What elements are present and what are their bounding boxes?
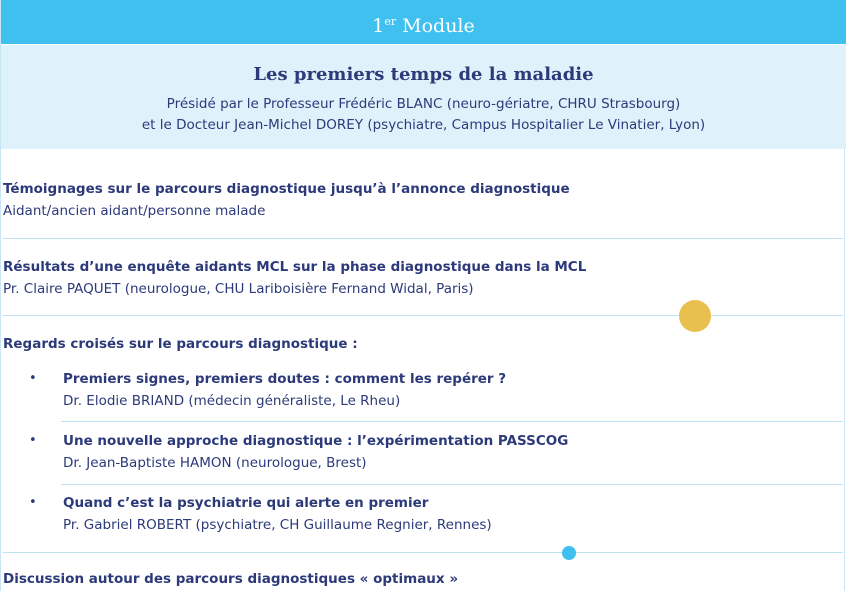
chair-line-2: et le Docteur Jean-Michel DOREY (psychiatre, Campus Hospitalier Le Vinatier, Lyon)	[141, 117, 706, 133]
bullet: •	[29, 433, 37, 448]
module-label: Module	[402, 15, 475, 37]
decorative-blue-dot	[562, 546, 576, 560]
program-item-speakers: Aidant/ancien aidant/personne malade	[3, 203, 266, 219]
session-title-band	[1, 45, 846, 149]
divider	[3, 552, 843, 553]
program-item-speakers: Pr. Claire PAQUET (neurologue, CHU Lariboisière Fernand Widal, Paris)	[3, 281, 474, 297]
divider	[61, 421, 843, 422]
subitem-title: Quand c’est la psychiatrie qui alerte en premier	[63, 495, 429, 511]
bullet: •	[29, 495, 37, 510]
module-number: 1	[372, 15, 385, 37]
subitem-speakers: Dr. Jean-Baptiste HAMON (neurologue, Brest)	[63, 455, 367, 471]
program-item	[3, 256, 586, 300]
bullet: •	[29, 371, 37, 386]
chair-line-1: Présidé par le Professeur Frédéric BLANC (neuro-gériatre, CHRU Strasbourg)	[166, 96, 681, 112]
session-title: Les premiers temps de la maladie	[253, 64, 594, 85]
program-item	[3, 568, 458, 590]
program-item-title: Regards croisés sur le parcours diagnostique :	[3, 336, 358, 352]
program-item-title: Discussion autour des parcours diagnostiques « optimaux »	[3, 571, 459, 587]
module-header-bar	[1, 0, 846, 44]
program-item-title: Résultats d’une enquête aidants MCL sur la phase diagnostique dans la MCL	[3, 259, 587, 275]
divider	[3, 238, 843, 239]
program-item	[3, 333, 358, 355]
divider	[61, 484, 843, 485]
module-ordinal-suffix: er	[384, 15, 397, 28]
program-item-title: Témoignages sur le parcours diagnostique jusqu’à l’annonce diagnostique	[3, 181, 570, 197]
subitem-speakers: Dr. Elodie BRIAND (médecin généraliste, Le Rheu)	[63, 393, 401, 409]
subitem-title: Une nouvelle approche diagnostique : l’expérimentation PASSCOG	[63, 433, 569, 449]
subitem-title: Premiers signes, premiers doutes : comment les repérer ?	[63, 371, 507, 387]
decorative-gold-circle	[679, 300, 711, 332]
subitem-speakers: Pr. Gabriel ROBERT (psychiatre, CH Guillaume Regnier, Rennes)	[63, 517, 492, 533]
program-item	[3, 178, 570, 222]
divider	[3, 315, 843, 316]
